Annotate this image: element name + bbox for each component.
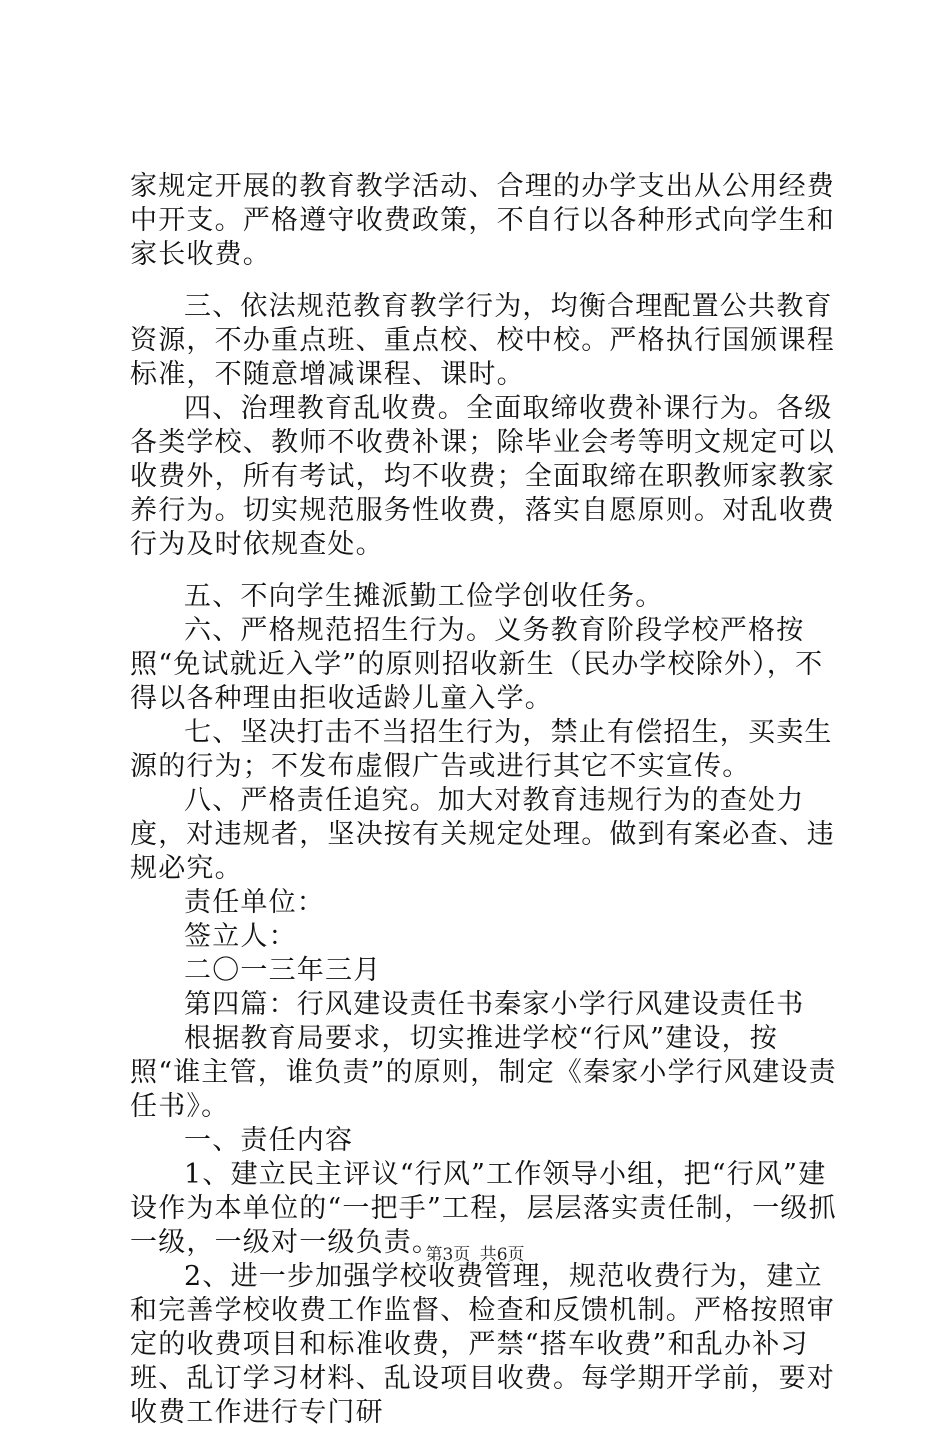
page-number: 第3页 [425,1245,471,1265]
section-title: 第四篇：行风建设责任书秦家小学行风建设责任书 [184,989,805,1020]
paragraph-item-3: 三、依法规范教育教学行为，均衡合理配置公共教育资源，不办重点班、重点校、校中校。严格执行国颁课程标准，不随意增减课程、课时。 [130,291,835,390]
responsible-unit-line: 责任单位： [184,887,325,918]
paragraph-intro: 根据教育局要求，切实推进学校“行风”建设，按照“谁主管，谁负责”的原则，制定《秦家小学行风建设责任书》。 [130,1023,837,1122]
signatory-line: 签立人： [184,921,297,952]
date-line: 二〇一三年三月 [184,955,382,986]
page-footer [0,1240,950,1265]
page-total: 共6页 [479,1245,525,1265]
paragraph-item-5: 五、不向学生摊派勤工俭学创收任务。 [184,581,664,612]
paragraph-item-8: 八、严格责任追究。加大对教育违规行为的查处力度，对违规者，坚决按有关规定处理。做到有案必查、违规必究。 [130,785,835,884]
paragraph-point-1: 1、建立民主评议“行风”工作领导小组，把“行风”建设作为本单位的“一把手”工程，层层落实责任制，一级抓一级，一级对一级负责。 [130,1159,837,1258]
paragraph-item-7: 七、坚决打击不当招生行为，禁止有偿招生，买卖生源的行为；不发布虚假广告或进行其它不实宣传。 [130,717,833,782]
paragraph-item-4: 四、治理教育乱收费。全面取缔收费补课行为。各级各类学校、教师不收费补课；除毕业会考等明文规定可以收费外，所有考试，均不收费；全面取缔在职教师家教家养行为。切实规范服务性收费，落实自愿原则。对乱收费行为及时依规查处。 [130,393,835,560]
subsection-heading: 一、责任内容 [184,1125,354,1156]
paragraph-point-2: 2、进一步加强学校收费管理，规范收费行为，建立和完善学校收费工作监督、检查和反馈机制。严格按照审定的收费项目和标准收费，严禁“搭车收费”和乱办补习班、乱订学习材料、乱设项目收费。每学期开学前，要对收费工作进行专门研 [130,1261,835,1428]
paragraph-continuation: 家规定开展的教育教学活动、合理的办学支出从公用经费中开支。严格遵守收费政策，不自行以各种形式向学生和家长收费。 [130,171,835,270]
paragraph-item-6: 六、严格规范招生行为。义务教育阶段学校严格按照“免试就近入学”的原则招收新生（民办学校除外），不得以各种理由拒收适龄儿童入学。 [130,615,824,714]
